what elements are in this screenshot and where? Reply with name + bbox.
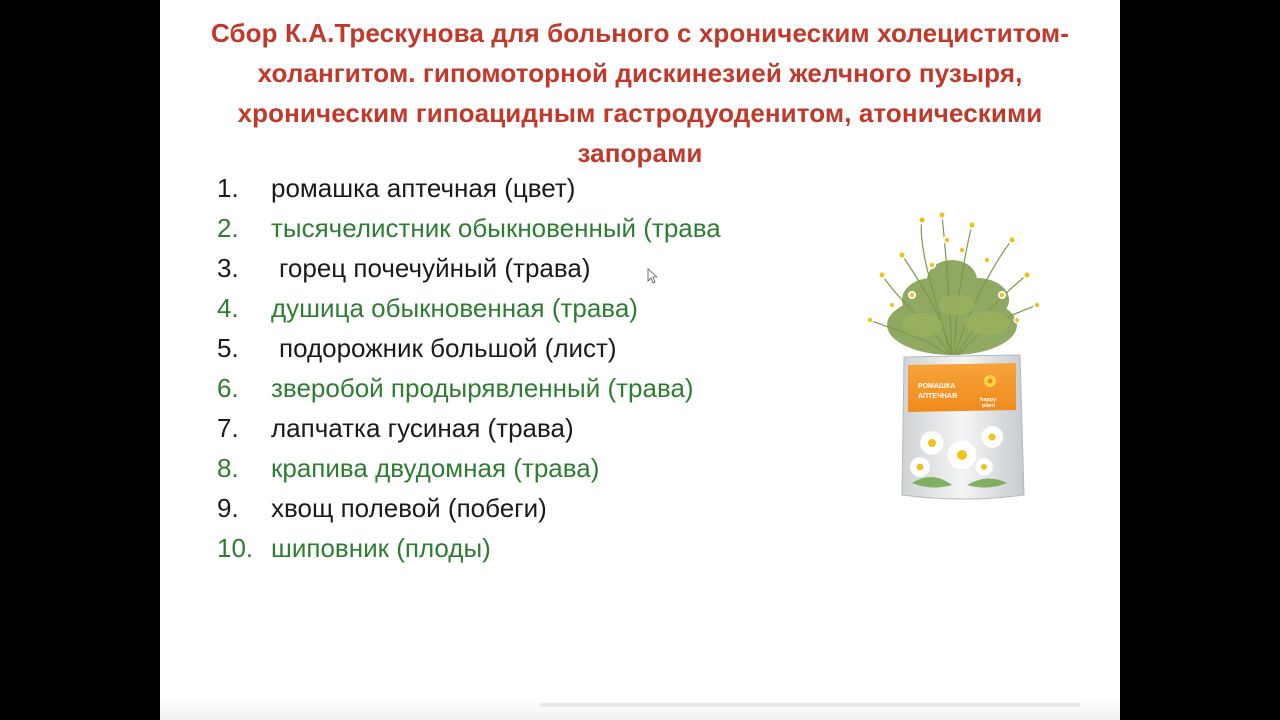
item-number: 5. <box>217 333 239 363</box>
item-text: тысячелистник обыкновенный (трава <box>271 213 721 243</box>
svg-text:АПТЕЧНАЯ: АПТЕЧНАЯ <box>918 393 957 400</box>
item-text: душица обыкновенная (трава) <box>271 293 638 323</box>
item-text: шиповник (плоды) <box>271 533 491 563</box>
item-number: 7. <box>217 413 239 443</box>
bottom-strip <box>540 703 1080 707</box>
list-item <box>217 488 721 528</box>
list-item <box>217 168 721 208</box>
svg-text:plant: plant <box>982 403 996 409</box>
item-text: зверобой продырявленный (трава) <box>271 373 694 403</box>
item-text: хвощ полевой (побеги) <box>271 493 547 523</box>
item-text: подорожник большой (лист) <box>279 333 617 363</box>
herb-list <box>217 168 721 568</box>
slide-title: Сбор К.А.Трескунова для больного с хроническим холециститом-холангитом. гипомоторной дискинезией желчного пузыря, хроническим гипоацидным гастродуоденитом, атоническими запорами <box>210 18 1070 168</box>
chamomile-pot-image <box>862 205 1042 505</box>
item-number: 2. <box>217 213 239 243</box>
item-number: 9. <box>217 493 239 523</box>
list-item <box>217 408 721 448</box>
list-item <box>217 208 721 248</box>
list-item <box>217 328 721 368</box>
item-number: 3. <box>217 253 239 283</box>
item-text: крапива двудомная (трава) <box>271 453 600 483</box>
item-number: 1. <box>217 173 239 203</box>
svg-text:happy: happy <box>980 397 997 403</box>
list-item <box>217 448 721 488</box>
item-text: ромашка аптечная (цвет) <box>271 173 576 203</box>
item-number: 4. <box>217 293 239 323</box>
item-number: 6. <box>217 373 239 403</box>
list-item <box>217 368 721 408</box>
item-text: горец почечуйный (трава) <box>279 253 591 283</box>
list-item <box>217 528 721 568</box>
svg-text:РОМАШКА: РОМАШКА <box>918 383 956 390</box>
item-number: 10. <box>217 533 254 563</box>
item-text: лапчатка гусиная (трава) <box>271 413 574 443</box>
list-item <box>217 288 721 328</box>
list-item <box>217 248 721 288</box>
mouse-cursor-icon <box>647 268 657 284</box>
item-number: 8. <box>217 453 239 483</box>
